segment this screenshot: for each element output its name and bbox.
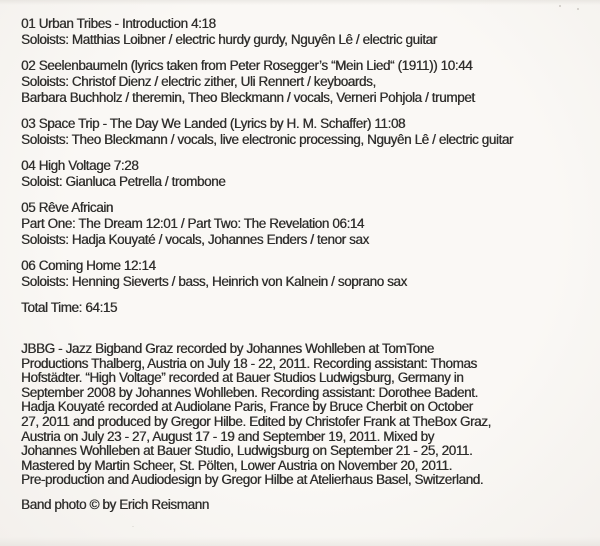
track-entry-03 bbox=[21, 116, 596, 148]
credits-line: 27, 2011 and produced by Gregor Hilbe. Edited by Christofer Frank at TheBox Graz, bbox=[21, 413, 491, 429]
track-entry-04 bbox=[21, 158, 596, 190]
recording-credits-paragraph bbox=[21, 342, 596, 488]
track-title: 03 Space Trip - The Day We Landed (Lyrics by H. M. Schaffer) 11:08 bbox=[21, 116, 406, 131]
dust-speck bbox=[132, 526, 134, 527]
credits-line: September 2008 by Johannes Wohlleben. Recording assistant: Dorothee Badent. bbox=[21, 384, 478, 400]
track-soloists: Soloists: Hadja Kouyaté / vocals, Johannes Enders / tenor sax bbox=[21, 232, 369, 247]
track-title: 04 High Voltage 7:28 bbox=[21, 158, 139, 173]
credits-line: Mastered by Martin Scheer, St. Pölten, Lower Austria on November 20, 2011. bbox=[21, 457, 452, 473]
photo-credit-block bbox=[21, 497, 596, 513]
track-soloists: Soloists: Christof Dienz / electric zither, Uli Rennert / keyboards, bbox=[21, 74, 376, 89]
track-title: 01 Urban Tribes - Introduction 4:18 bbox=[21, 16, 216, 31]
track-parts: Part One: The Dream 12:01 / Part Two: The Revelation 06:14 bbox=[21, 216, 365, 231]
track-entry-06 bbox=[21, 258, 596, 290]
booklet-content bbox=[21, 16, 596, 513]
dust-speck bbox=[577, 8, 579, 10]
track-soloists: Soloists: Matthias Loibner / electric hurdy gurdy, Nguyên Lê / electric guitar bbox=[21, 32, 437, 47]
track-title: 05 Rêve Africain bbox=[21, 200, 113, 215]
photo-credit-line: Band photo © by Erich Reismann bbox=[21, 496, 209, 512]
credits-line: Productions Thalberg, Austria on July 18 - 22, 2011. Recording assistant: Thomas bbox=[21, 355, 477, 371]
track-soloists: Soloist: Gianluca Petrella / trombone bbox=[21, 174, 226, 189]
credits-line: Austria on July 23 - 27, August 17 - 19 and September 19, 2011. Mixed by bbox=[21, 428, 434, 444]
dust-speck bbox=[559, 5, 561, 7]
track-title: 02 Seelenbaumeln (lyrics taken from Peter Rosegger’s “Mein Lied“ (1911)) 10:44 bbox=[21, 58, 473, 73]
track-soloists: Soloists: Henning Sieverts / bass, Heinrich von Kalnein / soprano sax bbox=[21, 274, 407, 289]
track-entry-01 bbox=[21, 16, 596, 48]
total-time-label: Total Time: 64:15 bbox=[21, 300, 118, 315]
credits-line: Hofstädter. “High Voltage” recorded at Bauer Studios Ludwigsburg, Germany in bbox=[21, 370, 464, 386]
track-title: 06 Coming Home 12:14 bbox=[21, 258, 156, 273]
credits-line: Hadja Kouyaté recorded at Audiolane Paris, France by Bruce Cherbit on October bbox=[21, 399, 473, 415]
credits-line: Pre-production and Audiodesign by Gregor Hilbe at Atelierhaus Basel, Switzerland. bbox=[21, 472, 484, 488]
track-entry-05 bbox=[21, 200, 596, 248]
track-soloists-continued: Barbara Buchholz / theremin, Theo Bleckmann / vocals, Verneri Pohjola / trumpet bbox=[21, 90, 475, 105]
total-time-block bbox=[21, 300, 596, 316]
credits-line: Johannes Wohlleben at Bauer Studio, Ludwigsburg on September 21 - 25, 2011. bbox=[21, 443, 473, 459]
track-soloists: Soloists: Theo Bleckmann / vocals, live electronic processing, Nguyên Lê / electric guitar bbox=[21, 132, 514, 147]
credits-line: JBBG - Jazz Bigband Graz recorded by Johannes Wohlleben at TomTone bbox=[21, 341, 434, 356]
track-entry-02 bbox=[21, 58, 596, 106]
